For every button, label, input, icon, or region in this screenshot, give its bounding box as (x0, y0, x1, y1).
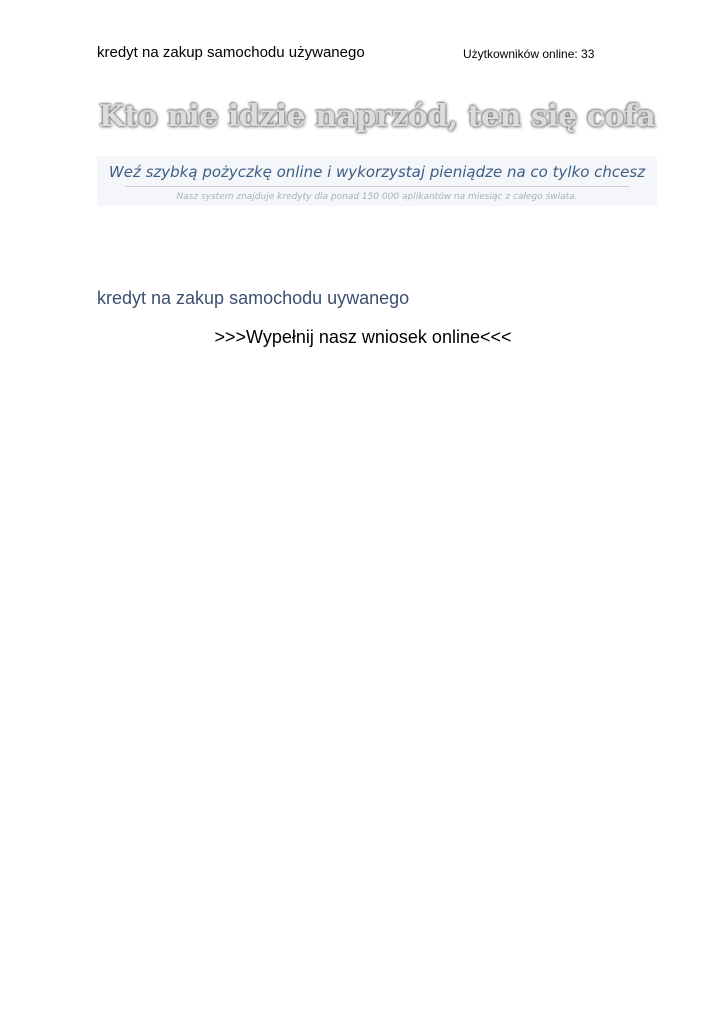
banner-subtext: Nasz system znajduje kredyty dla ponad 150 000 aplikantów na miesiąc z całego świata. (176, 192, 578, 202)
application-form-link[interactable]: >>>Wypełnij nasz wniosek online<<< (214, 327, 512, 347)
document-title: kredyt na zakup samochodu używanego (97, 44, 365, 61)
promo-banner[interactable] (97, 156, 657, 206)
banner-divider (125, 186, 629, 187)
banner-headline: Weź szybką pożyczkę online i wykorzystaj pieniądze na co tylko chcesz (108, 163, 646, 181)
motto-banner-text: Kto nie idzie naprzód, ten się cofa (98, 99, 656, 134)
page-heading: kredyt na zakup samochodu uywanego (97, 288, 410, 308)
users-online-counter: Użytkowników online: 33 (463, 47, 595, 61)
